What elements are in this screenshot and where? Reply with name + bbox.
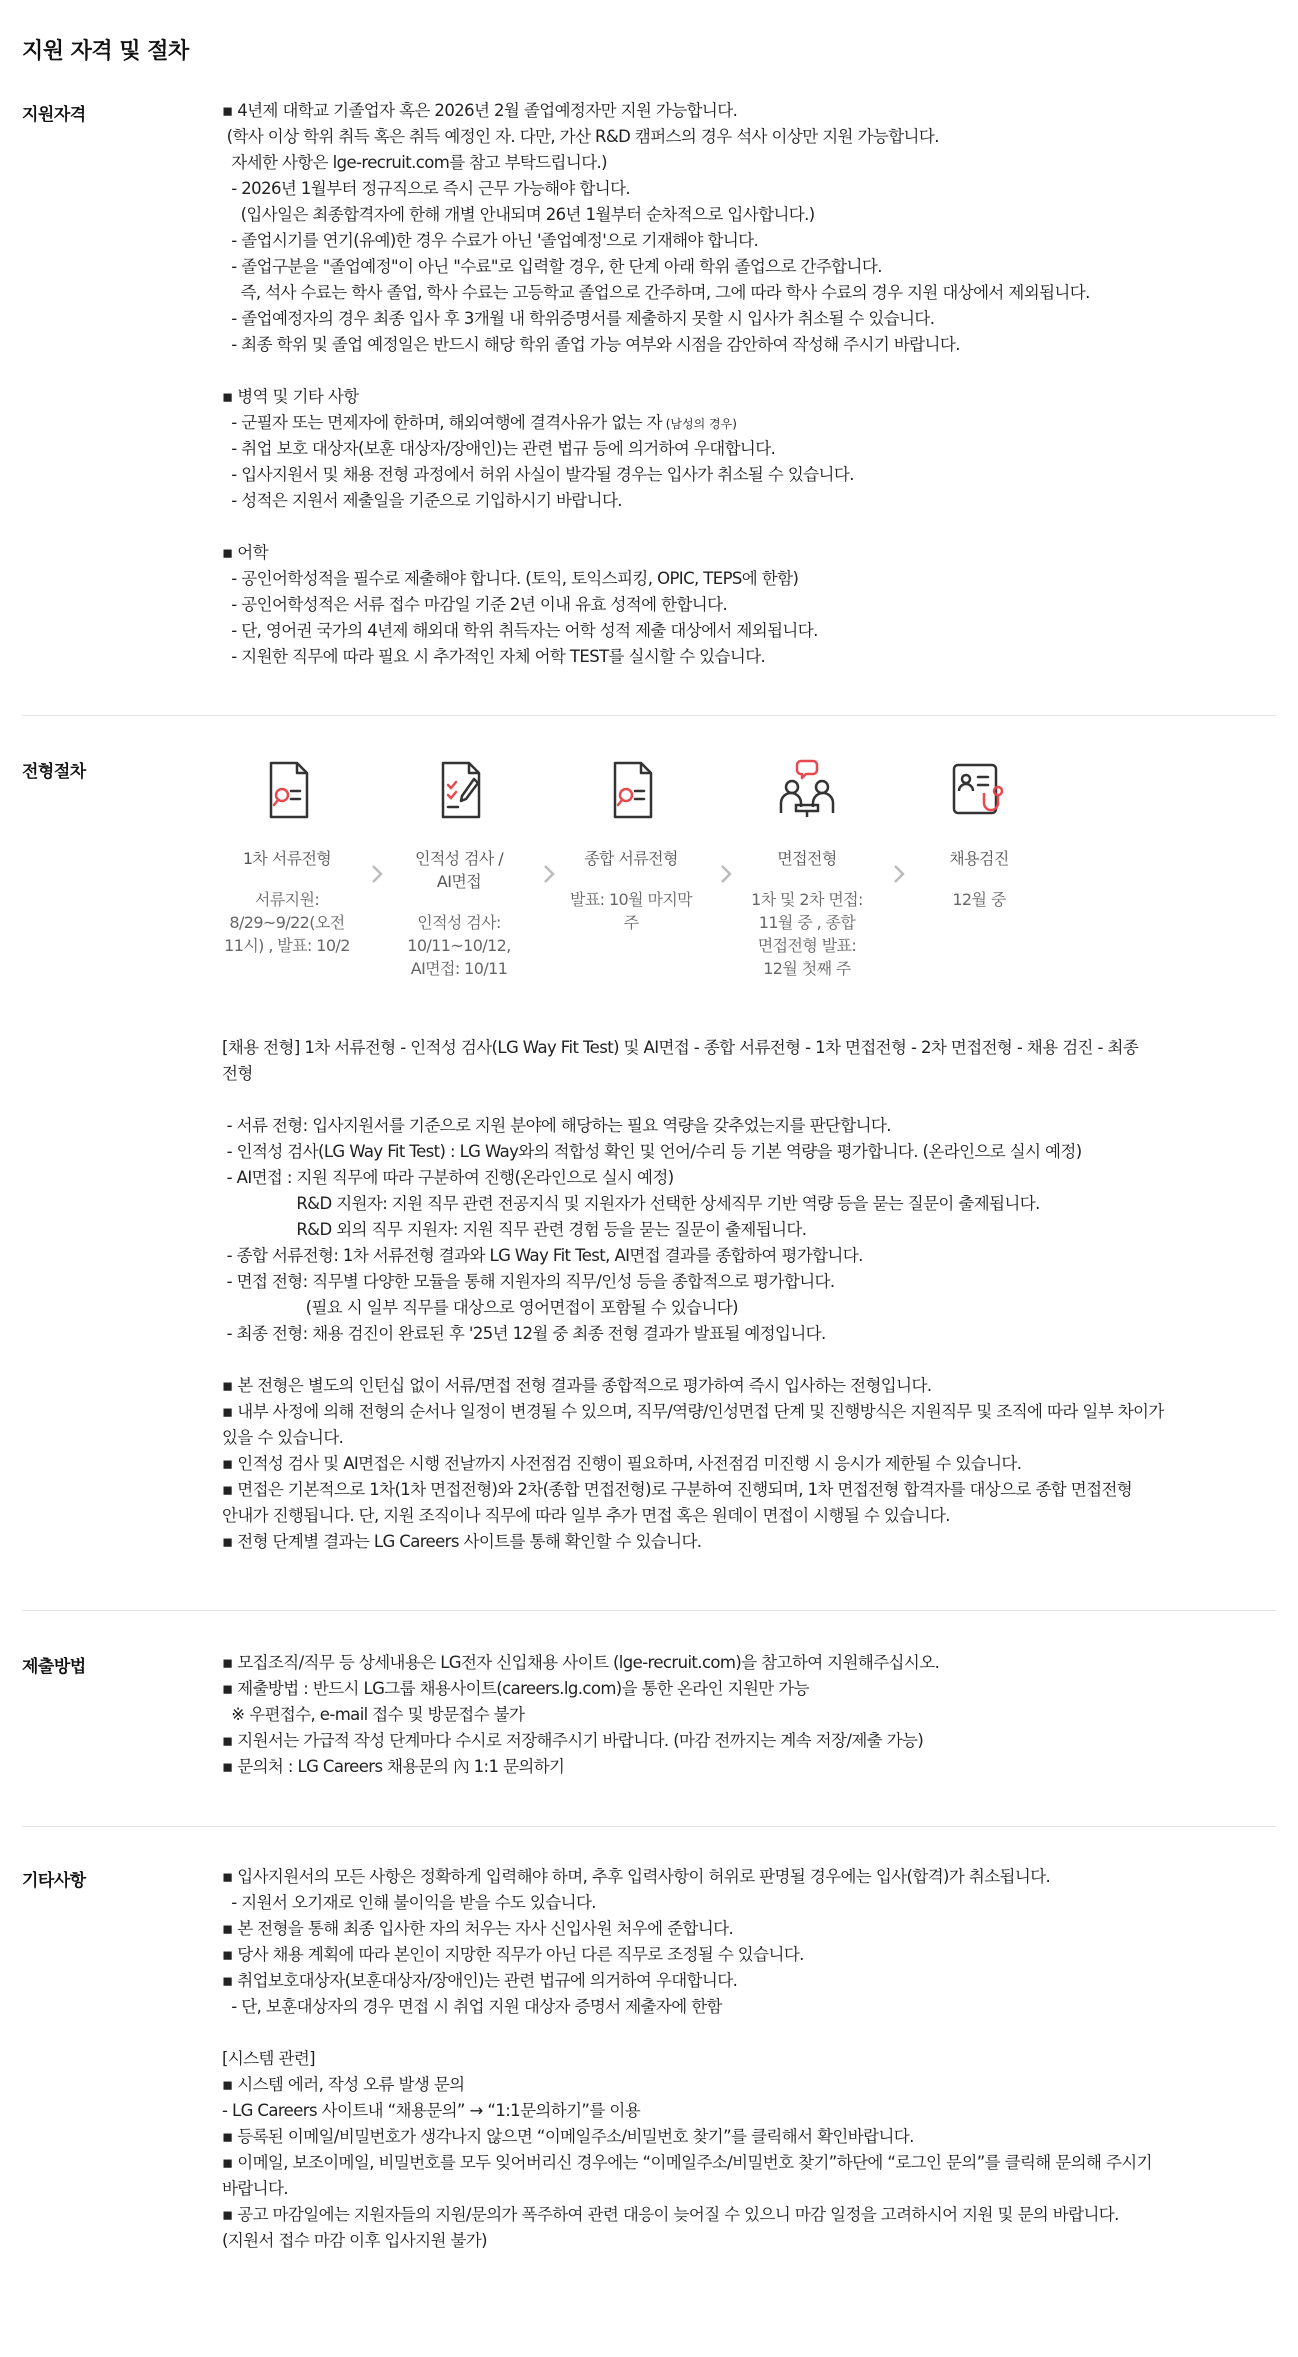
text-line: - 군필자 또는 면제자에 한하며, 해외여행에 결격사유가 없는 자 (남성의 경우) [222, 413, 737, 432]
text-line: - 공인어학성적을 필수로 제출해야 합니다. (토익, 토익스피킹, OPIC, TEPS에 한함) [222, 569, 799, 588]
text-line: ▪ 어학 [222, 543, 268, 562]
submission-text [222, 1650, 1262, 1780]
step-comprehensive-screening [566, 755, 696, 934]
text-line: ▪ 면접은 기본적으로 1차(1차 면접전형)와 2차(종합 면접전형)로 구분하여 진행되며, 1차 면접전형 합격자를 대상으로 종합 면접전형 [222, 1480, 1133, 1499]
text-line: - 2026년 1월부터 정규직으로 즉시 근무 가능해야 합니다. [222, 179, 631, 198]
text-line [222, 1347, 1262, 1373]
text-line: - 종합 서류전형: 1차 서류전형 결과와 LG Way Fit Test, AI면접 결과를 종합하여 평가합니다. [222, 1246, 863, 1265]
text-line: ▪ 병역 및 기타 사항 [222, 387, 359, 406]
text-line: (학사 이상 학위 취득 혹은 취득 예정인 자. 다만, 가산 R&D 캠퍼스의 경우 석사 이상만 지원 가능합니다. [222, 127, 939, 146]
step-description: 1차 및 2차 면접: 11월 중 , 종합 면접전형 발표: 12월 첫째 주 [751, 890, 863, 978]
step-description: 인적성 검사: 10/11~10/12, AI면접: 10/11 [407, 913, 511, 978]
qualification-text [222, 98, 1262, 670]
text-line: ▪ 문의처 : LG Careers 채용문의 內 1:1 문의하기 [222, 1757, 565, 1776]
text-line: - 지원한 직무에 따라 필요 시 추가적인 자체 어학 TEST를 실시할 수 있습니다. [222, 647, 766, 666]
chevron-right-icon [719, 863, 733, 885]
step-interview [742, 755, 872, 980]
text-line: 즉, 석사 수료는 학사 졸업, 학사 수료는 고등학교 졸업으로 간주하며, 그에 따라 학사 수료의 경우 지원 대상에서 제외됩니다. [222, 283, 1090, 302]
document-search-icon [252, 755, 322, 825]
document-check-icon [424, 755, 494, 825]
step-title: 종합 서류전형 [584, 849, 678, 868]
text-line: - 면접 전형: 직무별 다양한 모듈을 통해 지원자의 직무/인성 등을 종합적으로 평가합니다. [222, 1272, 835, 1291]
text-line: - 공인어학성적은 서류 접수 마감일 기준 2년 이내 유효 성적에 한합니다. [222, 595, 728, 614]
text-line: - AI면접 : 지원 직무에 따라 구분하여 진행(온라인으로 실시 예정) [222, 1168, 674, 1187]
step-description: 12월 중 [952, 890, 1006, 909]
text-line: ※ 우편접수, e-mail 접수 및 방문접수 불가 [222, 1705, 525, 1724]
text-line: ▪ 이메일, 보조이메일, 비밀번호를 모두 잊어버리신 경우에는 “이메일주소/비밀번호 찾기”하단에 “로그인 문의”를 클릭해 문의해 주시기 [222, 2153, 1152, 2172]
text-line: - 최종 학위 및 졸업 예정일은 반드시 해당 학위 졸업 가능 여부와 시점을 감안하여 작성해 주시기 바랍니다. [222, 335, 960, 354]
chevron-right-icon [370, 863, 384, 885]
text-line: - LG Careers 사이트내 “채용문의” → “1:1문의하기”를 이용 [222, 2101, 641, 2120]
page-title: 지원 자격 및 절차 [22, 39, 189, 64]
text-line [222, 358, 1262, 384]
divider [22, 715, 1276, 716]
text-line: ▪ 당사 채용 계획에 따라 본인이 지망한 직무가 아닌 다른 직무로 조정될 수 있습니다. [222, 1945, 804, 1964]
text-line: ▪ 모집조직/직무 등 상세내용은 LG전자 신입채용 사이트 (lge-recruit.com)을 참고하여 지원해주십시오. [222, 1653, 940, 1672]
step-title: 1차 서류전형 [242, 849, 332, 868]
text-line: ▪ 4년제 대학교 기졸업자 혹은 2026년 2월 졸업예정자만 지원 가능합니다. [222, 101, 738, 120]
text-line: ▪ 공고 마감일에는 지원자들의 지원/문의가 폭주하여 관련 대응이 늦어질 수 있으니 마감 일정을 고려하시어 지원 및 문의 바랍니다. [222, 2205, 1119, 2224]
text-line: - 졸업구분을 "졸업예정"이 아닌 "수료"로 입력할 경우, 한 단계 아래 학위 졸업으로 간주합니다. [222, 257, 882, 276]
step-health-check [914, 755, 1044, 911]
text-line [222, 2020, 1262, 2046]
text-line: 바랍니다. [222, 2179, 289, 2198]
text-line: - 졸업시기를 연기(유예)한 경우 수료가 아닌 '졸업예정'으로 기재해야 합니다. [222, 231, 759, 250]
text-line: ▪ 시스템 에러, 작성 오류 발생 문의 [222, 2075, 465, 2094]
text-line: ▪ 제출방법 : 반드시 LG그룹 채용사이트(careers.lg.com)을 통한 온라인 지원만 가능 [222, 1679, 809, 1698]
section-label-qualification: 지원자격 [22, 105, 86, 125]
text-line: - 입사지원서 및 채용 전형 과정에서 허위 사실이 발각될 경우는 입사가 취소될 수 있습니다. [222, 465, 854, 484]
text-line: ▪ 전형 단계별 결과는 LG Careers 사이트를 통해 확인할 수 있습니다. [222, 1532, 702, 1551]
text-line: (입사일은 최종합격자에 한해 개별 안내되며 26년 1월부터 순차적으로 입사합니다.) [222, 205, 815, 224]
text-line: (지원서 접수 마감 이후 입사지원 불가) [222, 2231, 487, 2250]
text-line: [시스템 관련] [222, 2049, 316, 2068]
text-line: ▪ 본 전형은 별도의 인턴십 없이 서류/면접 전형 결과를 종합적으로 평가하여 즉시 입사하는 전형입니다. [222, 1376, 932, 1395]
text-line: ▪ 취업보호대상자(보훈대상자/장애인)는 관련 법규에 의거하여 우대합니다. [222, 1971, 738, 1990]
text-line: - 단, 보훈대상자의 경우 면접 시 취업 지원 대상자 증명서 제출자에 한함 [222, 1997, 722, 2016]
text-line: R&D 지원자: 지원 직무 관련 전공지식 및 지원자가 선택한 상세직무 기반 역량 등을 묻는 질문이 출제됩니다. [222, 1194, 1040, 1213]
process-steps [222, 755, 1122, 995]
text-line: - 인적성 검사(LG Way Fit Test) : LG Way와의 적합성 확인 및 언어/수리 등 기본 역량을 평가합니다. (온라인으로 실시 예정) [222, 1142, 1082, 1161]
step-description: 발표: 10월 마지막 주 [569, 890, 693, 932]
text-line: ▪ 지원서는 가급적 작성 단계마다 수시로 저장해주시기 바랍니다. (마감 전까지는 계속 저장/제출 가능) [222, 1731, 924, 1750]
text-line: - 최종 전형: 채용 검진이 완료된 후 '25년 12월 중 최종 전형 결과가 발표될 예정입니다. [222, 1324, 826, 1343]
text-line: - 취업 보호 대상자(보훈 대상자/장애인)는 관련 법규 등에 의거하여 우대합니다. [222, 439, 776, 458]
text-line: 안내가 진행됩니다. 단, 지원 조직이나 직무에 따라 일부 추가 면접 혹은 원데이 면접이 시행될 수 있습니다. [222, 1506, 950, 1525]
section-label-process: 전형절차 [22, 762, 86, 782]
text-line: 있을 수 있습니다. [222, 1428, 344, 1447]
chevron-right-icon [542, 863, 556, 885]
text-line: (필요 시 일부 직무를 대상으로 영어면접이 포함될 수 있습니다) [222, 1298, 738, 1317]
health-check-icon [944, 755, 1014, 825]
divider [22, 1826, 1276, 1827]
text-line: - 성적은 지원서 제출일을 기준으로 기입하시기 바랍니다. [222, 491, 622, 510]
text-line: ▪ 본 전형을 통해 최종 입사한 자의 처우는 자사 신입사원 처우에 준합니다. [222, 1919, 734, 1938]
step-title: 채용검진 [949, 849, 1009, 868]
etc-text [222, 1864, 1262, 2254]
chevron-right-icon [892, 863, 906, 885]
text-line: - 지원서 오기재로 인해 불이익을 받을 수도 있습니다. [222, 1893, 596, 1912]
process-text [222, 1035, 1262, 1555]
text-line: - 단, 영어권 국가의 4년제 해외대 학위 취득자는 어학 성적 제출 대상에서 제외됩니다. [222, 621, 818, 640]
text-line: ▪ 입사지원서의 모든 사항은 정확하게 입력해야 하며, 추후 입력사항이 허위로 판명될 경우에는 입사(합격)가 취소됩니다. [222, 1867, 1051, 1886]
section-label-submission: 제출방법 [22, 1657, 86, 1677]
document-search-icon [596, 755, 666, 825]
small-note: (남성의 경우) [661, 417, 737, 431]
step-title: 면접전형 [777, 849, 837, 868]
text-line [222, 514, 1262, 540]
text-line: ▪ 내부 사정에 의해 전형의 순서나 일정이 변경될 수 있으며, 직무/역량/인성면접 단계 및 진행방식은 지원직무 및 조직에 따라 일부 차이가 [222, 1402, 1164, 1421]
step-aptitude-test [394, 755, 524, 980]
section-label-etc: 기타사항 [22, 1871, 86, 1891]
text-line: 전형 [222, 1064, 253, 1083]
text-line: - 졸업예정자의 경우 최종 입사 후 3개월 내 학위증명서를 제출하지 못할 시 입사가 취소될 수 있습니다. [222, 309, 935, 328]
text-line: ▪ 등록된 이메일/비밀번호가 생각나지 않으면 “이메일주소/비밀번호 찾기”를 클릭해서 확인바랍니다. [222, 2127, 914, 2146]
step-document-screening [222, 755, 352, 957]
step-description: 서류지원: 8/29~9/22(오전 11시) , 발표: 10/2 [224, 890, 350, 955]
text-line: [채용 전형] 1차 서류전형 - 인적성 검사(LG Way Fit Test) 및 AI면접 - 종합 서류전형 - 1차 면접전형 - 2차 면접전형 - 채용 검진 - 최종 [222, 1038, 1139, 1057]
step-title: 인적성 검사 / AI면접 [414, 849, 504, 891]
text-line [222, 1087, 1262, 1113]
text-line: 자세한 사항은 lge-recruit.com를 참고 부탁드립니다.) [222, 153, 608, 172]
interview-icon [772, 755, 842, 825]
divider [22, 1610, 1276, 1611]
text-line: ▪ 인적성 검사 및 AI면접은 시행 전날까지 사전점검 진행이 필요하며, 사전점검 미진행 시 응시가 제한될 수 있습니다. [222, 1454, 1022, 1473]
text-line: R&D 외의 직무 지원자: 지원 직무 관련 경험 등을 묻는 질문이 출제됩니다. [222, 1220, 807, 1239]
text-line: - 서류 전형: 입사지원서를 기준으로 지원 분야에 해당하는 필요 역량을 갖추었는지를 판단합니다. [222, 1116, 891, 1135]
